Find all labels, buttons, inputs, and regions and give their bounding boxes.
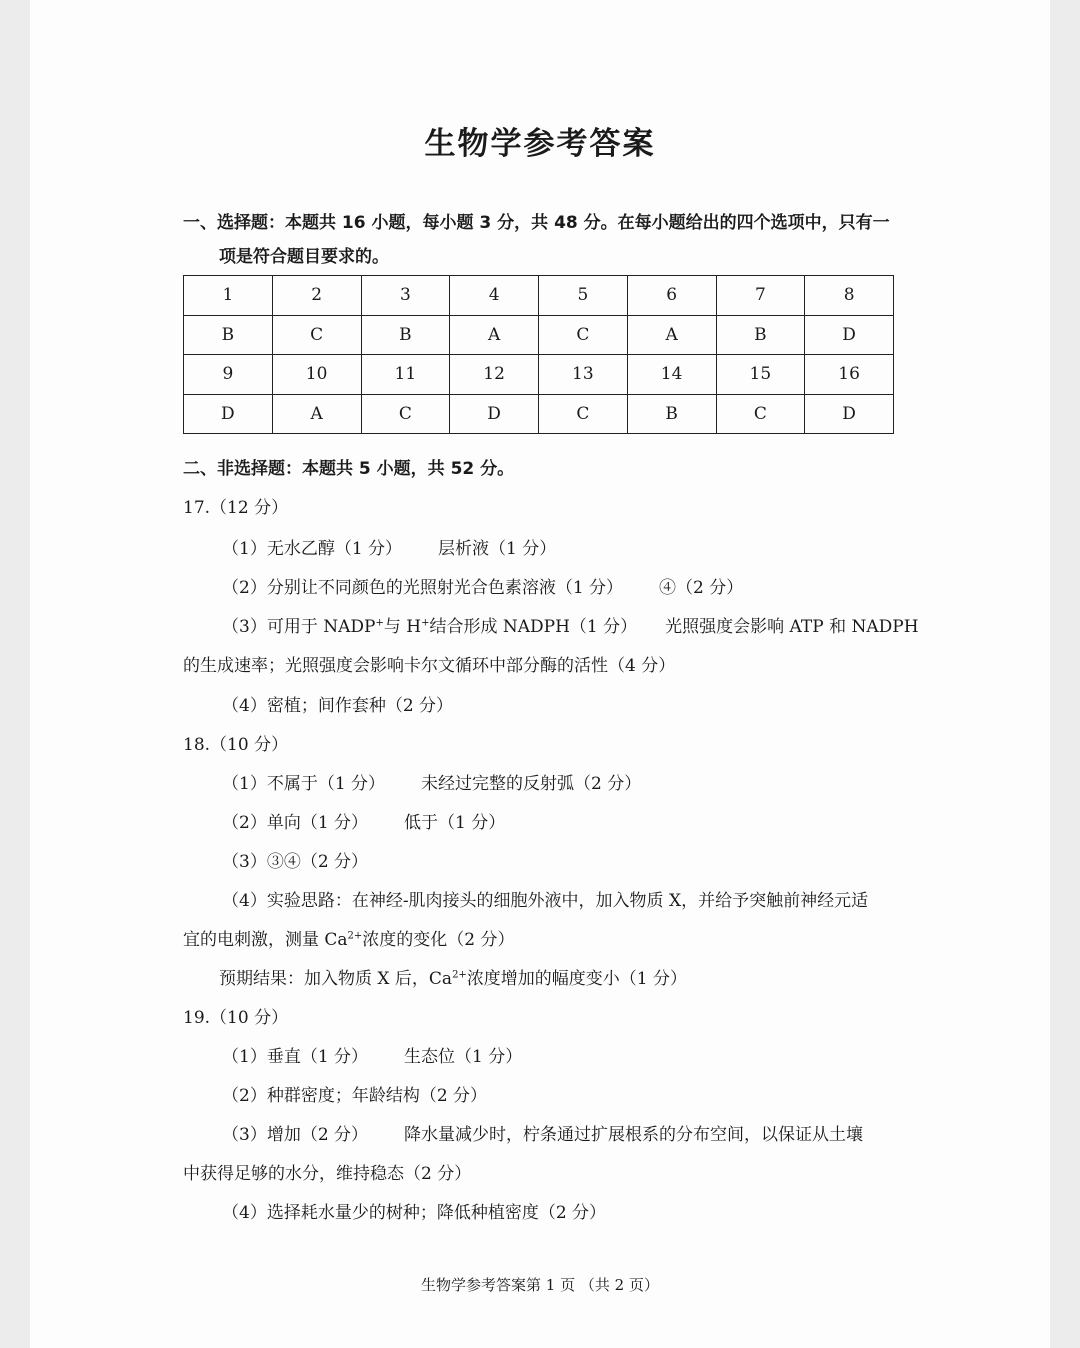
answer-table-row-answers-1	[184, 315, 894, 355]
q18-header: 18.（10 分）	[183, 735, 289, 755]
q18-prediction	[219, 964, 687, 989]
q17-answer-3-post: 结合形成 NADPH（1 分）	[429, 617, 638, 637]
q17-answer-3-pre: （3）可用于 NADP	[222, 617, 376, 637]
q17-answer-1a: （1）无水乙醇（1 分）	[222, 539, 403, 559]
page-title: 生物学参考答案	[424, 126, 656, 162]
table-cell: A	[272, 394, 361, 434]
table-cell: B	[361, 315, 450, 355]
table-cell: 14	[627, 355, 716, 395]
section1-intro-line2: 项是符合题目要求的。	[219, 247, 389, 267]
table-cell: 3	[361, 276, 450, 316]
table-cell: A	[627, 315, 716, 355]
superscript-charge: 2+	[452, 969, 467, 981]
q17-answer-2a: （2）分别让不同颜色的光照射光合色素溶液（1 分）	[222, 578, 624, 598]
table-cell: C	[361, 394, 450, 434]
answer-table-row-numbers-1	[184, 276, 894, 316]
q18-answer-2b: 低于（1 分）	[404, 813, 506, 833]
table-cell: B	[716, 315, 805, 355]
q18-answer-1a: （1）不属于（1 分）	[222, 774, 386, 794]
q18-answer-4-cont-post: 浓度的变化（2 分）	[362, 930, 515, 950]
q18-prediction-post: 浓度增加的幅度变小（1 分）	[466, 969, 688, 989]
q18-prediction-pre: 预期结果：加入物质 X 后，Ca	[219, 969, 453, 989]
q17-answer-2b: ④（2 分）	[659, 578, 744, 598]
table-cell: 16	[805, 355, 894, 395]
table-cell: 5	[539, 276, 628, 316]
q18-answer-2	[222, 808, 505, 833]
superscript-plus: +	[375, 617, 384, 629]
table-cell: C	[272, 315, 361, 355]
q19-answer-1	[222, 1042, 522, 1067]
table-cell: C	[539, 394, 628, 434]
q17-answer-3-mid: 与 H	[383, 617, 422, 637]
q17-answer-1	[222, 534, 556, 559]
table-cell: 9	[184, 355, 273, 395]
table-cell: 4	[450, 276, 539, 316]
section1-intro-line1: 一、选择题：本题共 16 小题，每小题 3 分，共 48 分。在每小题给出的四个选项中，只有一	[183, 213, 890, 233]
table-cell: 6	[627, 276, 716, 316]
table-cell: 15	[716, 355, 805, 395]
q18-answer-1	[222, 769, 641, 794]
table-cell: 1	[184, 276, 273, 316]
q19-answer-3	[222, 1120, 863, 1145]
answer-table-row-answers-2	[184, 394, 894, 434]
answer-table-row-numbers-2	[184, 355, 894, 395]
q18-answer-3: （3）③④（2 分）	[222, 852, 369, 872]
q19-answer-3b: 降水量减少时，柠条通过扩展根系的分布空间，以保证从土壤	[404, 1125, 864, 1145]
q19-answer-3a: （3）增加（2 分）	[222, 1125, 369, 1145]
table-cell: 10	[272, 355, 361, 395]
q19-answer-4: （4）选择耗水量少的树种；降低种植密度（2 分）	[222, 1203, 607, 1223]
table-cell: D	[805, 315, 894, 355]
document-page	[30, 0, 1050, 1348]
page-footer: 生物学参考答案第 1 页 （共 2 页）	[421, 1276, 659, 1294]
table-cell: B	[184, 315, 273, 355]
q19-answer-2: （2）种群密度；年龄结构（2 分）	[222, 1086, 488, 1106]
table-cell: D	[184, 394, 273, 434]
table-cell: C	[539, 315, 628, 355]
q18-answer-2a: （2）单向（1 分）	[222, 813, 369, 833]
section2-heading: 二、非选择题：本题共 5 小题，共 52 分。	[183, 459, 515, 479]
q17-header: 17.（12 分）	[183, 498, 289, 518]
table-cell: A	[450, 315, 539, 355]
q17-answer-1b: 层析液（1 分）	[438, 539, 557, 559]
answer-table	[183, 275, 894, 434]
superscript-plus: +	[421, 617, 430, 629]
q19-answer-3-continued: 中获得足够的水分，维持稳态（2 分）	[183, 1164, 472, 1184]
table-cell: 13	[539, 355, 628, 395]
q17-answer-3	[222, 612, 919, 637]
table-cell: 12	[450, 355, 539, 395]
q19-answer-1b: 生态位（1 分）	[404, 1047, 523, 1067]
superscript-charge: 2+	[347, 930, 363, 942]
q19-answer-1a: （1）垂直（1 分）	[222, 1047, 369, 1067]
q18-answer-4-continued	[183, 925, 515, 950]
table-cell: D	[805, 394, 894, 434]
q17-answer-2	[222, 573, 743, 598]
q17-answer-3-continued: 的生成速率；光照强度会影响卡尔文循环中部分酶的活性（4 分）	[183, 656, 676, 676]
table-cell: B	[627, 394, 716, 434]
table-cell: 11	[361, 355, 450, 395]
q17-answer-3b: 光照强度会影响 ATP 和 NADPH	[665, 617, 919, 637]
table-cell: D	[450, 394, 539, 434]
q17-answer-4: （4）密植；间作套种（2 分）	[222, 696, 454, 716]
table-cell: 8	[805, 276, 894, 316]
table-cell: C	[716, 394, 805, 434]
q18-answer-4: （4）实验思路：在神经-肌肉接头的细胞外液中，加入物质 X，并给予突触前神经元适	[222, 891, 869, 911]
q19-header: 19.（10 分）	[183, 1008, 289, 1028]
q18-answer-4-cont-pre: 宜的电刺激，测量 Ca	[183, 930, 348, 950]
q18-answer-1b: 未经过完整的反射弧（2 分）	[421, 774, 642, 794]
table-cell: 7	[716, 276, 805, 316]
table-cell: 2	[272, 276, 361, 316]
